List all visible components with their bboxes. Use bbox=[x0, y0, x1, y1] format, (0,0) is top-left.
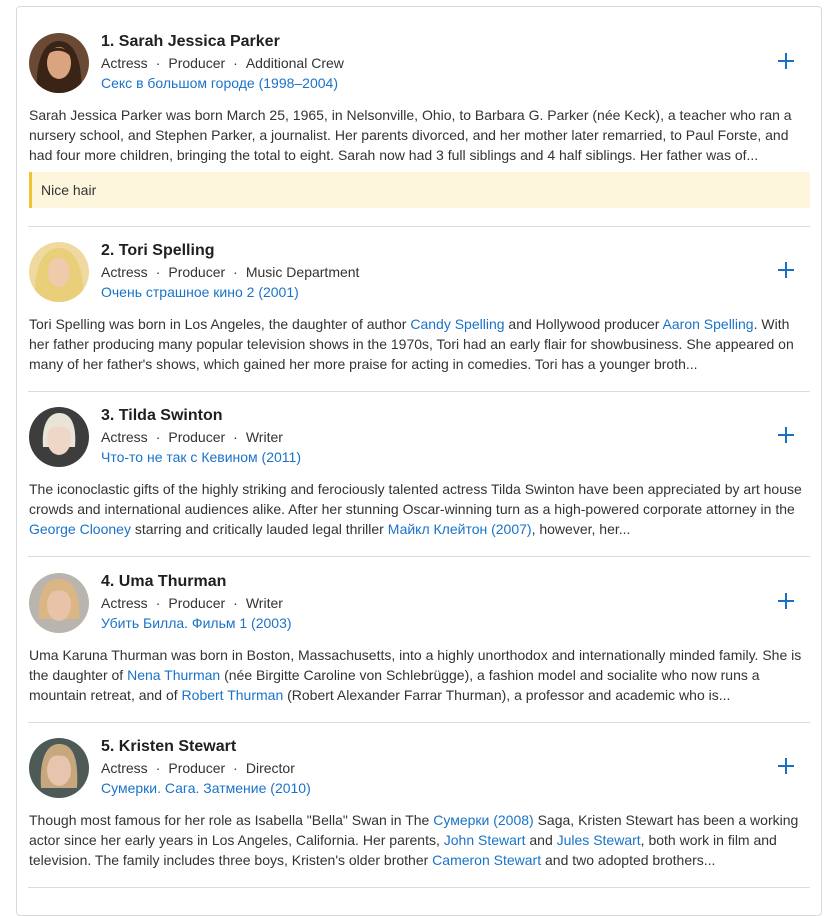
role: Producer bbox=[168, 55, 226, 71]
role: Writer bbox=[245, 595, 283, 611]
bio-text: (née Birgitte Caroline von Schlebrügge), a fashion model and socialite who now runs a mountain retreat, and of bbox=[29, 667, 760, 703]
role: Producer bbox=[168, 264, 226, 280]
add-icon[interactable] bbox=[776, 591, 796, 611]
avatar[interactable] bbox=[29, 738, 89, 798]
avatar[interactable] bbox=[29, 33, 89, 93]
add-icon[interactable] bbox=[776, 756, 796, 776]
role: Actress bbox=[101, 595, 148, 611]
divider bbox=[28, 391, 810, 392]
person-name[interactable]: 1. Sarah Jessica Parker bbox=[101, 33, 280, 50]
person-roles: Actress · Producer · Music Department bbox=[101, 264, 360, 280]
bio-text: , however, her... bbox=[531, 521, 631, 537]
bio-link[interactable]: Nena Thurman bbox=[127, 667, 221, 683]
bio-text: and bbox=[525, 832, 557, 848]
person-roles: Actress · Producer · Director bbox=[101, 760, 295, 776]
bio-text: (Robert Alexander Farrar Thurman), a professor and academic who is... bbox=[283, 687, 731, 703]
bio-text: , both work in film and television. The family includes three boys, Kristen's older brother bbox=[29, 832, 777, 868]
bio-text: and Hollywood producer bbox=[504, 316, 663, 332]
role: Actress bbox=[101, 55, 148, 71]
add-icon[interactable] bbox=[776, 260, 796, 280]
known-for-link[interactable]: Секс в большом городе (1998–2004) bbox=[101, 75, 338, 91]
known-for-link[interactable]: Сумерки. Сага. Затмение (2010) bbox=[101, 780, 311, 796]
bio-link[interactable]: Jules Stewart bbox=[556, 832, 641, 848]
role: Actress bbox=[101, 760, 148, 776]
person-bio bbox=[29, 105, 811, 165]
bio-link[interactable]: Robert Thurman bbox=[181, 687, 284, 703]
avatar[interactable] bbox=[29, 573, 89, 633]
divider bbox=[28, 556, 810, 557]
known-for-link[interactable]: Убить Билла. Фильм 1 (2003) bbox=[101, 615, 292, 631]
bio-link[interactable]: Cameron Stewart bbox=[432, 852, 542, 868]
role: Producer bbox=[168, 595, 226, 611]
bio-text: and two adopted brothers... bbox=[541, 852, 716, 868]
person-name[interactable]: 3. Tilda Swinton bbox=[101, 407, 223, 424]
bio-text: . With her father producing many popular television shows in the 1970s, Tori had an early flair for showbusiness. She appeared on many of her father's shows, which gained her more praise for acting in comedies. Tori has a younger broth... bbox=[29, 316, 794, 372]
bio-link[interactable]: Candy Spelling bbox=[410, 316, 505, 332]
bio-text: Saga, Kristen Stewart has been a working actor since her early years in Los Angeles, California. Her parents, bbox=[29, 812, 799, 848]
role: Actress bbox=[101, 264, 148, 280]
role: Writer bbox=[245, 429, 283, 445]
person-roles: Actress · Producer · Writer bbox=[101, 429, 283, 445]
person-bio bbox=[29, 314, 811, 374]
bio-link[interactable]: Майкл Клейтон (2007) bbox=[387, 521, 532, 537]
person-bio bbox=[29, 645, 811, 705]
bio-link[interactable]: George Clooney bbox=[29, 521, 131, 537]
bio-text: Though most famous for her role as Isabella "Bella" Swan in The bbox=[29, 812, 434, 828]
known-for-link[interactable]: Что-то не так с Кевином (2011) bbox=[101, 449, 301, 465]
person-bio bbox=[29, 810, 811, 870]
user-note: Nice hair bbox=[29, 172, 810, 208]
person-roles: Actress · Producer · Additional Crew bbox=[101, 55, 344, 71]
add-icon[interactable] bbox=[776, 51, 796, 71]
bio-text: Sarah Jessica Parker was born March 25, 1965, in Nelsonville, Ohio, to Barbara G. Parker (née Keck), a teacher who ran a nursery school, and Stephen Parker, a journalist. Her parents divorced, and her mother later remarried, to Paul Forste, and had four more children, bringing the total to eight. Sarah now had 3 full siblings and 4 half siblings. Her father was of... bbox=[29, 107, 792, 163]
bio-link[interactable]: Сумерки (2008) bbox=[433, 812, 534, 828]
avatar[interactable] bbox=[29, 242, 89, 302]
role: Additional Crew bbox=[245, 55, 344, 71]
person-name[interactable]: 2. Tori Spelling bbox=[101, 242, 215, 259]
bio-text: Uma Karuna Thurman was born in Boston, Massachusetts, into a highly unorthodox and internationally minded family. She is the daughter of bbox=[29, 647, 802, 683]
known-for-link[interactable]: Очень страшное кино 2 (2001) bbox=[101, 284, 299, 300]
avatar[interactable] bbox=[29, 407, 89, 467]
bio-link[interactable]: Aaron Spelling bbox=[662, 316, 754, 332]
role: Producer bbox=[168, 760, 226, 776]
person-name[interactable]: 4. Uma Thurman bbox=[101, 573, 227, 590]
person-bio bbox=[29, 479, 811, 539]
person-roles: Actress · Producer · Writer bbox=[101, 595, 283, 611]
divider bbox=[28, 887, 810, 888]
person-name[interactable]: 5. Kristen Stewart bbox=[101, 738, 237, 755]
bio-text: starring and critically lauded legal thriller bbox=[130, 521, 388, 537]
role: Music Department bbox=[245, 264, 360, 280]
role: Actress bbox=[101, 429, 148, 445]
divider bbox=[28, 226, 810, 227]
role: Director bbox=[245, 760, 295, 776]
role: Producer bbox=[168, 429, 226, 445]
bio-link[interactable]: John Stewart bbox=[443, 832, 526, 848]
add-icon[interactable] bbox=[776, 425, 796, 445]
bio-text: Tori Spelling was born in Los Angeles, the daughter of author bbox=[29, 316, 411, 332]
divider bbox=[28, 722, 810, 723]
bio-text: The iconoclastic gifts of the highly striking and ferociously talented actress Tilda Swinton have been appreciated by art house crowds and international audiences alike. After her stunning Oscar-winning turn as a high-powered corporate attorney in the bbox=[29, 481, 802, 517]
